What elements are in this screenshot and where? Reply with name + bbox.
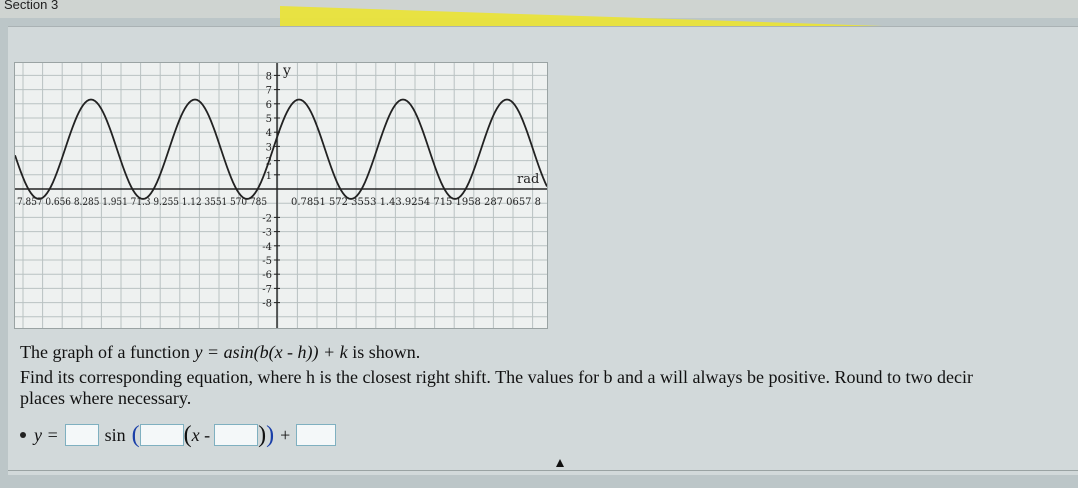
section-title: Section 3 xyxy=(4,0,59,12)
y-tick-label: 2 xyxy=(265,156,272,168)
y-tick-label: 1 xyxy=(265,170,272,182)
frequency-input[interactable] xyxy=(140,424,184,446)
answer-row xyxy=(20,420,336,450)
open-paren-2: ( xyxy=(183,421,192,448)
sine-curve xyxy=(15,100,547,199)
bullet-icon xyxy=(20,432,26,438)
amplitude-input[interactable] xyxy=(65,424,99,446)
y-tick-label: 3 xyxy=(265,142,272,154)
y-tick-label: 6 xyxy=(265,99,272,111)
mouse-cursor-icon xyxy=(556,459,564,467)
y-tick-label: -3 xyxy=(262,227,272,239)
answer-y-equals: y = xyxy=(34,424,59,445)
divider xyxy=(8,470,1078,471)
function-graph xyxy=(14,62,548,329)
y-tick-label: -7 xyxy=(262,284,272,296)
y-tick-label: 8 xyxy=(265,71,272,83)
x-axis-label: rad xyxy=(517,172,540,187)
close-paren-1: ) xyxy=(266,421,275,448)
instructions-line-1: Find its corresponding equation, where h is the closest right shift. The values for b and a will always be positive. Round to two decir xyxy=(20,367,973,387)
y-tick-label: -5 xyxy=(262,256,272,267)
x-tick-labels-negative: 7.857 0.656 8.285 1.951 71.3 9.255 1.12 3551 570 785 xyxy=(17,197,267,208)
y-tick-label: 5 xyxy=(265,114,272,125)
y-tick-label: -4 xyxy=(262,241,272,253)
function-equation: y = asin(b(x - h)) + k xyxy=(194,342,348,362)
y-tick-label: -8 xyxy=(262,298,272,310)
y-tick-label: -6 xyxy=(262,270,272,282)
graph-canvas xyxy=(15,63,547,328)
x-tick-labels-positive: 0.7851 572 3553 1.43.9254 715 1958 287 0657 8 xyxy=(291,197,541,208)
y-tick-label: -2 xyxy=(262,213,272,225)
answer-sin: sin xyxy=(104,424,126,445)
phase-shift-input[interactable] xyxy=(214,424,258,446)
intro-prefix: The graph of a function xyxy=(20,342,195,362)
y-tick-label: 4 xyxy=(265,128,272,140)
answer-x-minus: x - xyxy=(191,424,211,445)
intro-suffix: is shown. xyxy=(347,342,421,362)
vertical-shift-input[interactable] xyxy=(296,424,336,446)
instructions-line-2: places where necessary. xyxy=(20,388,192,408)
open-paren-1: ( xyxy=(131,421,140,448)
problem-intro xyxy=(20,342,420,363)
y-axis-label: y xyxy=(283,63,291,79)
answer-plus: + xyxy=(280,424,291,445)
close-paren-2: ) xyxy=(258,421,267,448)
y-tick-label: 7 xyxy=(265,85,272,97)
